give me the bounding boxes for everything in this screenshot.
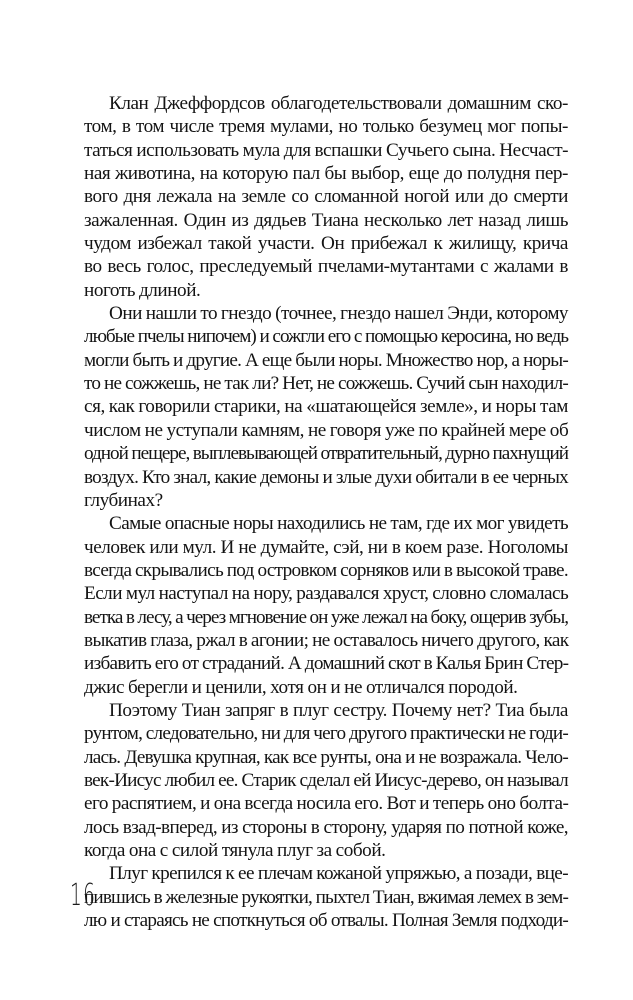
text-line: всегда скрывались под островком сорняков или в высокой траве. (84, 559, 568, 581)
text-line: то не сожжешь, не так ли? Нет, не сожжешь. Сучий сын находил- (84, 373, 568, 395)
paragraph (84, 512, 568, 699)
text-line: любые пчелы нипочем) и сожгли его с помощью керосина, но ведь (84, 326, 568, 348)
text-line: зажаленная. Один из дядьев Тиана несколько лет назад лишь (84, 209, 568, 231)
text-line: глубинах? (84, 489, 163, 511)
text-line: рунтом, следовательно, ни для чего другого практически не годи- (84, 723, 568, 745)
text-line: одной пещере, выплевывающей отвратительный, дурно пахнущий (84, 443, 568, 465)
page-number: 16 (70, 878, 97, 913)
text-line: Самые опасные норы находились не там, где их мог увидеть (109, 513, 568, 535)
text-line: лю и стараясь не споткнуться об отвалы. Полная Земля подходи- (84, 910, 568, 932)
text-line: Клан Джеффордсов облагодетельствовали домашним ско- (109, 93, 568, 114)
paragraph (84, 92, 568, 302)
text-line: лась. Девушка крупная, как все рунты, она и не возражала. Чело- (84, 746, 568, 768)
text-line: лось взад-вперед, из стороны в сторону, ударяя по потной коже, (84, 816, 568, 838)
text-line: джис берегли и ценили, хотя он и не отличался породой. (84, 676, 518, 698)
text-line: во весь голос, преследуемый пчелами-мутантами с жалами в (84, 256, 568, 278)
text-line: человек или мул. И не думайте, сэй, ни в коем разе. Ноголомы (84, 536, 568, 558)
text-line: когда она с силой тянула плуг за собой. (84, 840, 386, 861)
text-line: Плуг крепился к ее плечам кожаной упряжью, а позади, вце- (109, 863, 568, 885)
text-line: Если мул наступал на нору, раздавался хруст, словно сломалась (84, 583, 569, 605)
text-line: могли быть и другие. А еще были норы. Множество нор, а норы- (84, 349, 568, 371)
text-line: ная животина, на которую пал бы выбор, еще до полудня пер- (84, 163, 568, 185)
text-line: воздух. Кто знал, какие демоны и злые духи обитали в ее черных (84, 466, 568, 488)
text-line: том, в том числе тремя мулами, но только безумец мог попы- (84, 116, 568, 138)
text-line: таться использовать мула для вспашки Сучьего сына. Несчаст- (84, 139, 569, 161)
text-line: его распятием, и она всегда носила его. Вот и теперь оно болта- (84, 793, 569, 815)
text-line: вого дня лежала на земле со сломанной ногой или до смерти (84, 186, 568, 208)
text-line: ноготь длиной. (84, 279, 201, 301)
text-line: числом не уступали камням, не говоря уже по крайней мере об (84, 419, 569, 441)
text-line: ветка в лесу, а через мгновение он уже лежал на боку, ощерив зубы, (84, 606, 568, 628)
text-line: выкатив глаза, ржал в агонии; не оставалось ничего другого, как (84, 629, 569, 651)
text-line: ся, как говорили старики, на «шатающейся земле», и норы там (84, 396, 568, 418)
text-line: Поэтому Тиан запряг в плуг сестру. Почему нет? Тиа была (109, 699, 568, 721)
text-line: пившись в железные рукоятки, пыхтел Тиан, вжимая лемех в зем- (84, 886, 568, 908)
paragraph (84, 699, 568, 862)
text-line: Они нашли то гнездо (точнее, гнездо нашел Энди, которому (109, 303, 568, 325)
paragraph (84, 302, 568, 512)
paragraph (84, 862, 568, 932)
text-line: чудом избежал такой участи. Он прибежал к жилищу, крича (84, 233, 568, 255)
text-line: избавить его от страданий. А домашний скот в Калья Брин Стер- (84, 653, 569, 675)
body-text (84, 92, 568, 932)
text-line: век-Иисус любил ее. Старик сделал ей Иисус-дерево, он называл (84, 769, 568, 791)
